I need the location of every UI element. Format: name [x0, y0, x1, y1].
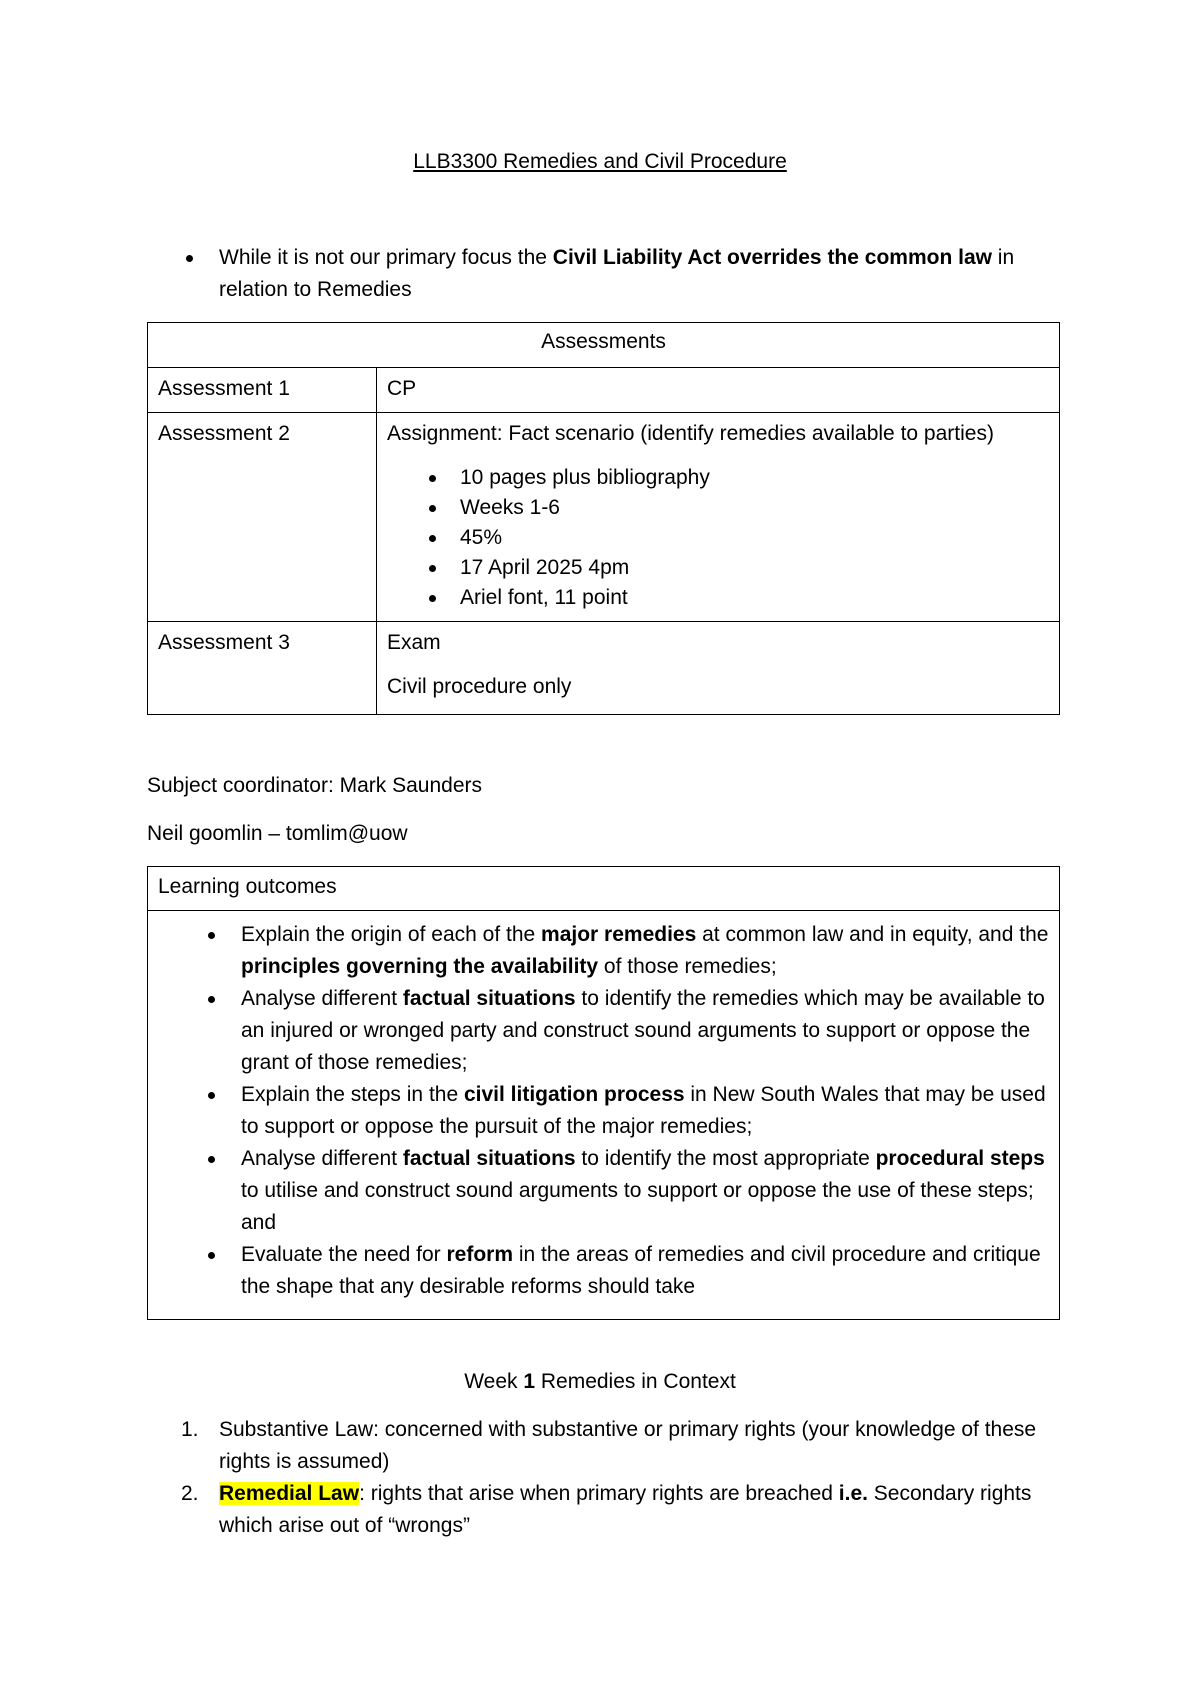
list-item: Weeks 1-6: [387, 493, 1049, 523]
bullet-icon: [208, 1156, 215, 1163]
assessment-label: Assessment 1: [148, 368, 377, 413]
list-item: 17 April 2025 4pm: [387, 553, 1049, 583]
assessment-content: Exam Civil procedure only: [377, 622, 1060, 715]
contact-line: Neil goomlin – tomlim@uow: [147, 822, 408, 845]
bullet-icon: [186, 255, 193, 262]
list-item: Explain the origin of each of the major remedies at common law and in equity, and the principles governing the availability of those remedies;: [158, 919, 1049, 983]
week-points-list: [181, 1414, 1059, 1542]
learning-outcomes-header: Learning outcomes: [148, 867, 1060, 911]
table-row: [148, 413, 1060, 622]
bullet-icon: [208, 996, 215, 1003]
bullet-icon: [208, 932, 215, 939]
bullet-icon: [429, 565, 436, 572]
list-item: Evaluate the need for reform in the areas of remedies and civil procedure and critique the shape that any desirable reforms should take: [158, 1239, 1049, 1303]
assessment-content: Assignment: Fact scenario (identify remedies available to parties) 10 pages plus bibliography Weeks 1-6 45% 17 April 2025 4pm Ariel font, 11 point: [377, 413, 1060, 622]
section-heading: Week 1 Remedies in Context: [464, 1370, 736, 1393]
subject-coordinator: Subject coordinator: Mark Saunders: [147, 774, 483, 797]
table-row: [148, 622, 1060, 715]
intro-list: [219, 242, 1059, 306]
highlighted-term: Remedial Law: [219, 1482, 360, 1505]
assessment-label: Assessment 2: [148, 413, 377, 622]
assessment-content: CP: [377, 368, 1060, 413]
learning-outcomes-body: [148, 911, 1060, 1320]
list-item: 1. Substantive Law: concerned with substantive or primary rights (your knowledge of these rights is assumed): [181, 1418, 1037, 1473]
page-title: LLB3300 Remedies and Civil Procedure: [413, 150, 787, 173]
assessments-table: [147, 322, 1060, 715]
assessment-details-list: [387, 463, 1049, 613]
learning-outcomes-list: [158, 919, 1049, 1303]
learning-outcomes-table: [147, 866, 1060, 1320]
list-item: 45%: [387, 523, 1049, 553]
bullet-icon: [429, 505, 436, 512]
bullet-icon: [429, 475, 436, 482]
bullet-icon: [208, 1252, 215, 1259]
list-item: Analyse different factual situations to identify the most appropriate procedural steps to utilise and construct sound arguments to support or oppose the use of these steps; and: [158, 1143, 1049, 1239]
intro-item: While it is not our primary focus the Civil Liability Act overrides the common law in relation to Remedies: [219, 242, 1059, 306]
bullet-icon: [429, 535, 436, 542]
bullet-icon: [429, 595, 436, 602]
list-item: Explain the steps in the civil litigation process in New South Wales that may be used to support or oppose the pursuit of the major remedies;: [158, 1079, 1049, 1143]
table-row: [148, 368, 1060, 413]
list-item: 10 pages plus bibliography: [387, 463, 1049, 493]
assessment-label: Assessment 3: [148, 622, 377, 715]
assessments-header: Assessments: [148, 323, 1060, 368]
list-item: Analyse different factual situations to identify the remedies which may be available to an injured or wronged party and construct sound arguments to support or oppose the grant of those remedies;: [158, 983, 1049, 1079]
list-item: 2. Remedial Law: rights that arise when primary rights are breached i.e. Secondary rights which arise out of “wrongs”: [181, 1482, 1032, 1537]
list-item: Ariel font, 11 point: [387, 583, 1049, 613]
bullet-icon: [208, 1092, 215, 1099]
